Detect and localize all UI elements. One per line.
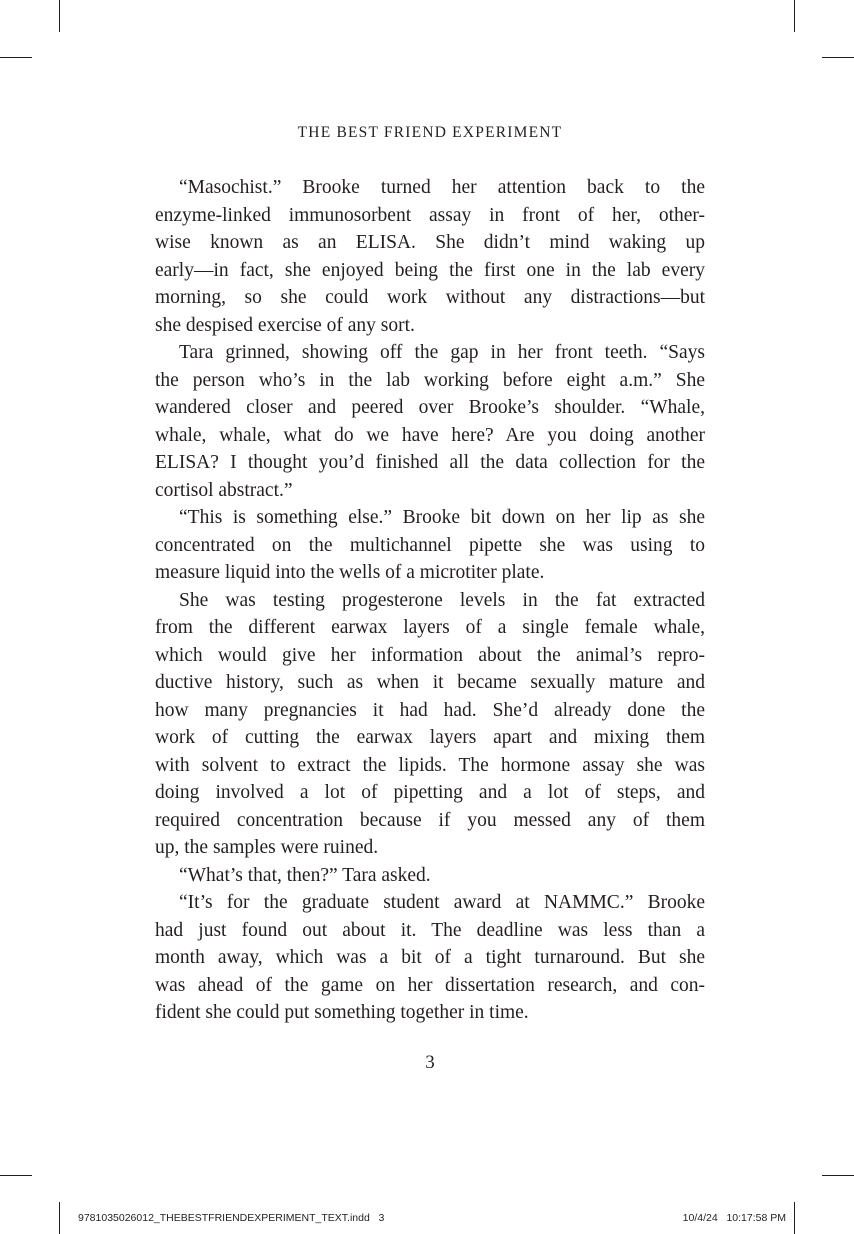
paragraph	[155, 339, 705, 504]
text-line: up, the samples were ruined.	[155, 837, 379, 858]
text-line: from the different earwax layers of a single female whale,	[155, 617, 705, 638]
crop-mark-top-right-h	[822, 57, 854, 58]
text-line: “This is something else.” Brooke bit down on her lip as she	[179, 507, 705, 528]
text-line: required concentration because if you messed any of them	[155, 809, 705, 831]
text-line: Tara grinned, showing off the gap in her front teeth. “Says	[179, 342, 705, 363]
paragraph	[155, 174, 705, 339]
slug-timestamp: 10/4/24 10:17:58 PM	[682, 1212, 786, 1224]
crop-mark-bottom-left-h	[0, 1175, 32, 1176]
text-line: early—in fact, she enjoyed being the first one in the lab every	[155, 259, 705, 281]
text-line: wandered closer and peered over Brooke’s shoulder. “Whale,	[155, 397, 705, 418]
body-text	[155, 174, 705, 1027]
text-line: fident she could put something together in time.	[155, 1002, 529, 1023]
text-line: she despised exercise of any sort.	[155, 314, 415, 336]
paragraph	[155, 504, 705, 587]
text-line: ductive history, such as when it became sexually mature and	[155, 672, 705, 693]
text-line: She was testing progesterone levels in the fat extracted	[179, 589, 705, 611]
text-line: wise known as an ELISA. She didn’t mind waking up	[155, 232, 705, 253]
text-line: ELISA? I thought you’d finished all the data collection for the	[155, 452, 705, 473]
text-line: enzyme-linked immunosorbent assay in front of her, other-	[155, 204, 705, 226]
text-line: cortisol abstract.”	[155, 479, 293, 501]
crop-mark-top-right	[794, 0, 795, 32]
text-line: month away, which was a bit of a tight turnaround. But she	[155, 947, 705, 968]
text-line: doing involved a lot of pipetting and a lot of steps, and	[155, 782, 705, 803]
text-line: concentrated on the multichannel pipette she was using to	[155, 534, 705, 556]
text-line: the person who’s in the lab working before eight a.m.” She	[155, 369, 705, 391]
slug-filename: 9781035026012_THEBESTFRIENDEXPERIMENT_TEXT.indd 3	[78, 1212, 385, 1224]
crop-mark-top-left	[59, 0, 60, 32]
crop-mark-top-left-h	[0, 57, 32, 58]
paragraph	[155, 587, 705, 862]
paragraph	[155, 889, 705, 1027]
crop-mark-bottom-left	[59, 1202, 60, 1234]
crop-mark-bottom-right-h	[822, 1175, 854, 1176]
text-line: “What’s that, then?” Tara asked.	[179, 864, 431, 886]
text-line: how many pregnancies it had had. She’d already done the	[155, 699, 705, 721]
text-line: measure liquid into the wells of a microtiter plate.	[155, 562, 545, 583]
text-line: whale, whale, what do we have here? Are you doing another	[155, 424, 705, 446]
text-line: “Masochist.” Brooke turned her attention back to the	[179, 177, 705, 198]
running-head: THE BEST FRIEND EXPERIMENT	[297, 124, 563, 141]
page-number: 3	[425, 1052, 435, 1073]
text-line: “It’s for the graduate student award at NAMMC.” Brooke	[179, 892, 705, 913]
text-line: was ahead of the game on her dissertation research, and con-	[155, 974, 705, 996]
crop-mark-bottom-right	[794, 1202, 795, 1234]
text-line: had just found out about it. The deadline was less than a	[155, 919, 705, 941]
text-line: morning, so she could work without any distractions—but	[155, 287, 705, 308]
text-line: work of cutting the earwax layers apart and mixing them	[155, 727, 705, 748]
text-line: with solvent to extract the lipids. The hormone assay she was	[155, 754, 705, 776]
paragraph	[155, 862, 705, 890]
text-line: which would give her information about the animal’s repro-	[155, 644, 705, 666]
